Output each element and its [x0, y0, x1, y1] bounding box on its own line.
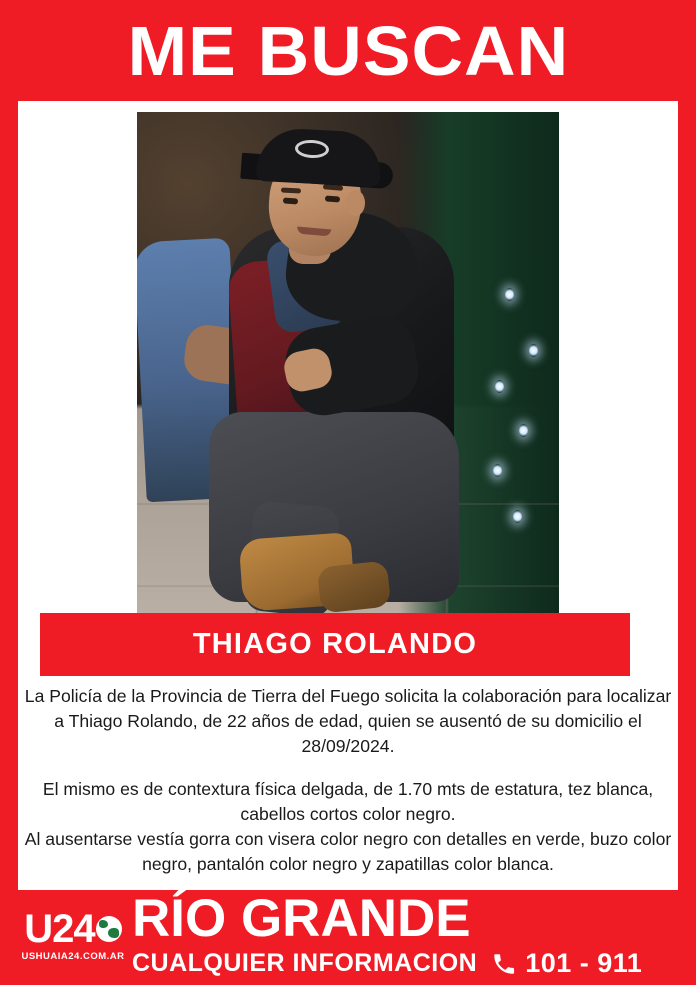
paragraph-spacer: [18, 759, 678, 777]
header-banner: [0, 0, 696, 101]
description-text: [18, 684, 678, 877]
description-paragraph-2-line-2: Al ausentarse vestía gorra con visera color negro con detalles en verde, buzo color negro, pantalón color negro y zapatillas color blanca.: [24, 828, 672, 874]
subject-eyebrow-left: [281, 187, 301, 193]
fairy-light-icon: [513, 510, 522, 523]
person-name: THIAGO ROLANDO: [192, 628, 478, 660]
emergency-phone-number[interactable]: 101 - 911: [525, 948, 643, 978]
fairy-light-icon: [519, 424, 528, 437]
subject-eye-left: [283, 197, 298, 204]
contact-row: [132, 948, 684, 979]
description-paragraph-1: La Policía de la Provincia de Tierra del Fuego solicita la colaboración para localizar a Thiago Rolando, de 22 años de edad, quien se ausentó de su domicilio el 28/09/2024.: [24, 686, 672, 756]
fairy-light-icon: [493, 464, 502, 477]
footer-banner: [0, 890, 696, 985]
logo-website-url: USHUAIA24.COM.AR: [21, 951, 125, 962]
contact-label: CUALQUIER INFORMACION: [132, 949, 478, 977]
fairy-light-icon: [495, 380, 504, 393]
page-title: ME BUSCAN: [127, 11, 569, 90]
publisher-logo[interactable]: [14, 900, 132, 972]
logo-wordmark: [24, 907, 121, 951]
city-name: RÍO GRANDE: [132, 889, 471, 948]
subject-ear: [346, 190, 365, 216]
name-banner: [40, 613, 630, 676]
logo-text: U24: [24, 907, 95, 951]
fairy-light-icon: [529, 344, 538, 357]
subject-boot-right: [317, 560, 391, 613]
right-red-border: [678, 0, 696, 985]
missing-person-photo: [137, 112, 559, 624]
fairy-light-icon: [505, 288, 514, 301]
globe-icon: [96, 916, 122, 942]
description-paragraph-2-line-1: El mismo es de contextura física delgada, de 1.70 mts de estatura, tez blanca, cabellos cortos color negro.: [42, 778, 654, 824]
left-red-border: [0, 0, 18, 985]
subject-eye-right: [325, 195, 340, 202]
phone-icon: [491, 951, 517, 977]
photo-background: [137, 112, 559, 624]
